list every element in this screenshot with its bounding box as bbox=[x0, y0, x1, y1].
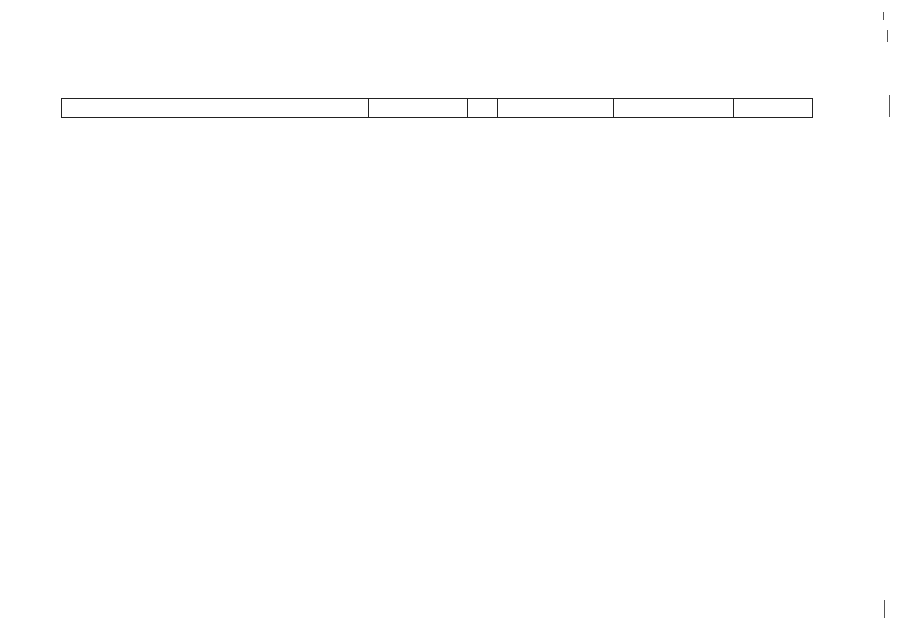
header-col-2 bbox=[369, 99, 468, 117]
header-col-3 bbox=[468, 99, 498, 117]
header-col-1 bbox=[62, 99, 369, 117]
header-col-5 bbox=[614, 99, 734, 117]
header-col-4 bbox=[498, 99, 614, 117]
scan-mark bbox=[887, 30, 888, 42]
scan-mark bbox=[889, 95, 890, 117]
table-header-row bbox=[61, 98, 813, 118]
scan-mark bbox=[883, 12, 884, 20]
header-col-6 bbox=[734, 99, 812, 117]
scan-mark bbox=[884, 600, 885, 618]
